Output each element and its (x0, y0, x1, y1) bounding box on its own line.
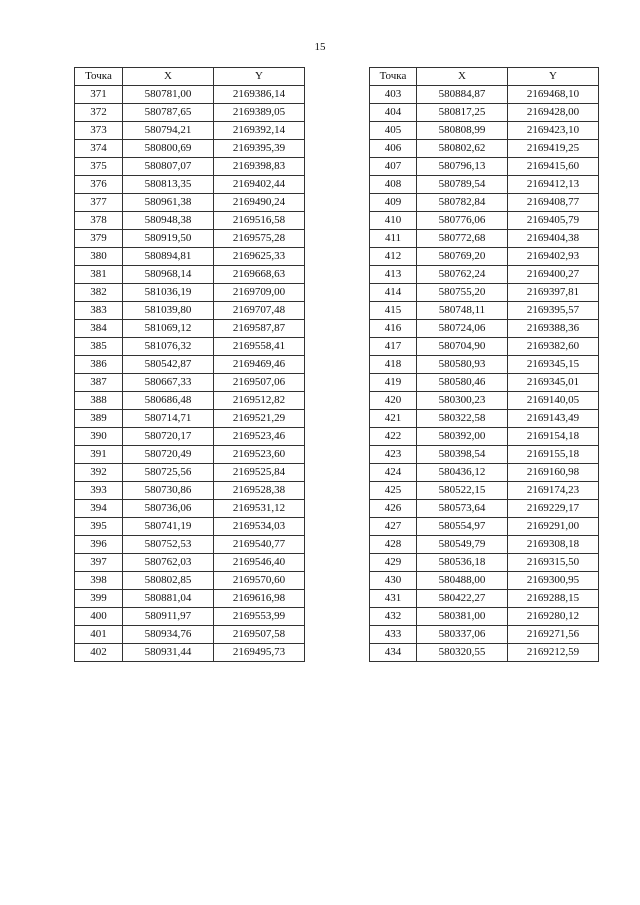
point-cell: 410 (370, 212, 417, 230)
table-row (75, 194, 305, 212)
point-cell: 433 (370, 626, 417, 644)
y-cell: 2169668,63 (214, 266, 305, 284)
y-cell: 2169300,95 (508, 572, 599, 590)
y-cell: 2169402,93 (508, 248, 599, 266)
x-cell: 580787,65 (123, 104, 214, 122)
point-cell: 374 (75, 140, 123, 158)
y-cell: 2169345,01 (508, 374, 599, 392)
x-cell: 580772,68 (417, 230, 508, 248)
y-cell: 2169490,24 (214, 194, 305, 212)
y-cell: 2169386,14 (214, 86, 305, 104)
point-cell: 397 (75, 554, 123, 572)
table-row (75, 572, 305, 590)
table-row (75, 140, 305, 158)
x-cell: 580948,38 (123, 212, 214, 230)
table-row (370, 230, 599, 248)
point-cell: 416 (370, 320, 417, 338)
y-cell: 2169345,15 (508, 356, 599, 374)
y-cell: 2169575,28 (214, 230, 305, 248)
table-row (75, 608, 305, 626)
x-cell: 580554,97 (417, 518, 508, 536)
table-row (75, 230, 305, 248)
y-cell: 2169174,23 (508, 482, 599, 500)
point-cell: 413 (370, 266, 417, 284)
y-cell: 2169419,25 (508, 140, 599, 158)
table-row (75, 266, 305, 284)
table-row (370, 644, 599, 662)
point-cell: 403 (370, 86, 417, 104)
x-cell: 581076,32 (123, 338, 214, 356)
table-row (370, 338, 599, 356)
table-row (75, 464, 305, 482)
x-cell: 580730,86 (123, 482, 214, 500)
x-cell: 580725,56 (123, 464, 214, 482)
x-cell: 580817,25 (417, 104, 508, 122)
y-cell: 2169540,77 (214, 536, 305, 554)
x-cell: 581069,12 (123, 320, 214, 338)
point-cell: 414 (370, 284, 417, 302)
table-row (75, 518, 305, 536)
x-cell: 580322,58 (417, 410, 508, 428)
x-cell: 580714,71 (123, 410, 214, 428)
point-cell: 398 (75, 572, 123, 590)
x-cell: 580536,18 (417, 554, 508, 572)
x-cell: 580931,44 (123, 644, 214, 662)
page-number: 15 (314, 41, 326, 53)
x-cell: 580961,38 (123, 194, 214, 212)
header-point: Точка (75, 68, 123, 86)
x-cell: 580782,84 (417, 194, 508, 212)
x-cell: 580392,00 (417, 428, 508, 446)
x-cell: 580802,85 (123, 572, 214, 590)
x-cell: 580781,00 (123, 86, 214, 104)
table-row (370, 320, 599, 338)
y-cell: 2169280,12 (508, 608, 599, 626)
point-cell: 388 (75, 392, 123, 410)
table-row (370, 410, 599, 428)
x-cell: 580741,19 (123, 518, 214, 536)
table-row (75, 284, 305, 302)
y-cell: 2169507,58 (214, 626, 305, 644)
table-row (370, 482, 599, 500)
y-cell: 2169553,99 (214, 608, 305, 626)
x-cell: 580573,64 (417, 500, 508, 518)
header-point: Точка (370, 68, 417, 86)
table-row (75, 446, 305, 464)
table-row (370, 194, 599, 212)
point-cell: 373 (75, 122, 123, 140)
table-row (370, 374, 599, 392)
y-cell: 2169400,27 (508, 266, 599, 284)
x-cell: 580894,81 (123, 248, 214, 266)
y-cell: 2169143,49 (508, 410, 599, 428)
point-cell: 371 (75, 86, 123, 104)
point-cell: 389 (75, 410, 123, 428)
y-cell: 2169531,12 (214, 500, 305, 518)
table-row (370, 104, 599, 122)
y-cell: 2169528,38 (214, 482, 305, 500)
y-cell: 2169308,18 (508, 536, 599, 554)
table-row (75, 158, 305, 176)
x-cell: 580720,17 (123, 428, 214, 446)
x-cell: 580762,03 (123, 554, 214, 572)
y-cell: 2169271,56 (508, 626, 599, 644)
y-cell: 2169392,14 (214, 122, 305, 140)
y-cell: 2169388,36 (508, 320, 599, 338)
y-cell: 2169382,60 (508, 338, 599, 356)
point-cell: 400 (75, 608, 123, 626)
point-cell: 409 (370, 194, 417, 212)
y-cell: 2169395,39 (214, 140, 305, 158)
table-row (370, 248, 599, 266)
point-cell: 431 (370, 590, 417, 608)
point-cell: 411 (370, 230, 417, 248)
point-cell: 384 (75, 320, 123, 338)
table-row (75, 554, 305, 572)
table-row (75, 644, 305, 662)
table-row (370, 212, 599, 230)
y-cell: 2169495,73 (214, 644, 305, 662)
table-row (75, 86, 305, 104)
point-cell: 378 (75, 212, 123, 230)
point-cell: 426 (370, 500, 417, 518)
y-cell: 2169140,05 (508, 392, 599, 410)
table-row (75, 482, 305, 500)
x-cell: 580736,06 (123, 500, 214, 518)
point-cell: 392 (75, 464, 123, 482)
table-row (370, 572, 599, 590)
x-cell: 580884,87 (417, 86, 508, 104)
point-cell: 387 (75, 374, 123, 392)
table-row (370, 590, 599, 608)
y-cell: 2169546,40 (214, 554, 305, 572)
point-cell: 381 (75, 266, 123, 284)
point-cell: 406 (370, 140, 417, 158)
x-cell: 580807,07 (123, 158, 214, 176)
x-cell: 580398,54 (417, 446, 508, 464)
y-cell: 2169288,15 (508, 590, 599, 608)
y-cell: 2169395,57 (508, 302, 599, 320)
table-row (370, 518, 599, 536)
point-cell: 428 (370, 536, 417, 554)
table-row (370, 122, 599, 140)
point-cell: 394 (75, 500, 123, 518)
point-cell: 404 (370, 104, 417, 122)
point-cell: 372 (75, 104, 123, 122)
x-cell: 580796,13 (417, 158, 508, 176)
y-cell: 2169570,60 (214, 572, 305, 590)
y-cell: 2169428,00 (508, 104, 599, 122)
table-row (370, 356, 599, 374)
table-row (75, 338, 305, 356)
x-cell: 580789,54 (417, 176, 508, 194)
y-cell: 2169423,10 (508, 122, 599, 140)
y-cell: 2169229,17 (508, 500, 599, 518)
point-cell: 379 (75, 230, 123, 248)
point-cell: 418 (370, 356, 417, 374)
table-row (370, 554, 599, 572)
x-cell: 580300,23 (417, 392, 508, 410)
x-cell: 580686,48 (123, 392, 214, 410)
x-cell: 580794,21 (123, 122, 214, 140)
table-row (75, 356, 305, 374)
table-row (370, 536, 599, 554)
y-cell: 2169523,60 (214, 446, 305, 464)
table-row (370, 428, 599, 446)
x-cell: 580720,49 (123, 446, 214, 464)
point-cell: 422 (370, 428, 417, 446)
y-cell: 2169469,46 (214, 356, 305, 374)
point-cell: 393 (75, 482, 123, 500)
table-row (370, 284, 599, 302)
point-cell: 425 (370, 482, 417, 500)
x-cell: 580522,15 (417, 482, 508, 500)
y-cell: 2169412,13 (508, 176, 599, 194)
y-cell: 2169523,46 (214, 428, 305, 446)
point-cell: 380 (75, 248, 123, 266)
x-cell: 580919,50 (123, 230, 214, 248)
point-cell: 419 (370, 374, 417, 392)
point-cell: 423 (370, 446, 417, 464)
point-cell: 385 (75, 338, 123, 356)
table-row (75, 374, 305, 392)
point-cell: 430 (370, 572, 417, 590)
table-row (370, 140, 599, 158)
point-cell: 376 (75, 176, 123, 194)
point-cell: 412 (370, 248, 417, 266)
x-cell: 581036,19 (123, 284, 214, 302)
point-cell: 382 (75, 284, 123, 302)
table-row (370, 626, 599, 644)
table-row (75, 122, 305, 140)
point-cell: 421 (370, 410, 417, 428)
point-cell: 383 (75, 302, 123, 320)
point-cell: 401 (75, 626, 123, 644)
point-cell: 420 (370, 392, 417, 410)
point-cell: 427 (370, 518, 417, 536)
y-cell: 2169402,44 (214, 176, 305, 194)
y-cell: 2169709,00 (214, 284, 305, 302)
y-cell: 2169616,98 (214, 590, 305, 608)
x-cell: 580881,04 (123, 590, 214, 608)
table-row (370, 158, 599, 176)
coordinates-table-left (74, 67, 305, 662)
y-cell: 2169315,50 (508, 554, 599, 572)
x-cell: 580800,69 (123, 140, 214, 158)
y-cell: 2169525,84 (214, 464, 305, 482)
table-row (75, 302, 305, 320)
x-cell: 580808,99 (417, 122, 508, 140)
y-cell: 2169212,59 (508, 644, 599, 662)
point-cell: 402 (75, 644, 123, 662)
x-cell: 580968,14 (123, 266, 214, 284)
y-cell: 2169415,60 (508, 158, 599, 176)
point-cell: 407 (370, 158, 417, 176)
y-cell: 2169160,98 (508, 464, 599, 482)
x-cell: 580549,79 (417, 536, 508, 554)
y-cell: 2169291,00 (508, 518, 599, 536)
x-cell: 580422,27 (417, 590, 508, 608)
y-cell: 2169558,41 (214, 338, 305, 356)
point-cell: 396 (75, 536, 123, 554)
table-row (370, 392, 599, 410)
point-cell: 417 (370, 338, 417, 356)
x-cell: 580381,00 (417, 608, 508, 626)
x-cell: 580769,20 (417, 248, 508, 266)
header-y: Y (214, 68, 305, 86)
table-row (370, 464, 599, 482)
point-cell: 390 (75, 428, 123, 446)
coordinates-table-right (369, 67, 599, 662)
x-cell: 580488,00 (417, 572, 508, 590)
table-row (75, 212, 305, 230)
x-cell: 580911,97 (123, 608, 214, 626)
y-cell: 2169408,77 (508, 194, 599, 212)
point-cell: 386 (75, 356, 123, 374)
table-row (370, 176, 599, 194)
point-cell: 399 (75, 590, 123, 608)
table-row (75, 590, 305, 608)
header-x: X (123, 68, 214, 86)
x-cell: 580752,53 (123, 536, 214, 554)
y-cell: 2169521,29 (214, 410, 305, 428)
table-row (370, 608, 599, 626)
y-cell: 2169625,33 (214, 248, 305, 266)
x-cell: 580724,06 (417, 320, 508, 338)
table-row (370, 266, 599, 284)
y-cell: 2169468,10 (508, 86, 599, 104)
y-cell: 2169404,38 (508, 230, 599, 248)
x-cell: 580320,55 (417, 644, 508, 662)
y-cell: 2169507,06 (214, 374, 305, 392)
x-cell: 580802,62 (417, 140, 508, 158)
table-row (370, 302, 599, 320)
x-cell: 580580,46 (417, 374, 508, 392)
table-row (75, 392, 305, 410)
x-cell: 580542,87 (123, 356, 214, 374)
table-row (75, 104, 305, 122)
y-cell: 2169405,79 (508, 212, 599, 230)
table-row (75, 626, 305, 644)
x-cell: 580748,11 (417, 302, 508, 320)
x-cell: 580704,90 (417, 338, 508, 356)
table-header-row (75, 68, 305, 86)
table-row (75, 410, 305, 428)
point-cell: 432 (370, 608, 417, 626)
table-row (75, 500, 305, 518)
x-cell: 580934,76 (123, 626, 214, 644)
point-cell: 415 (370, 302, 417, 320)
point-cell: 377 (75, 194, 123, 212)
y-cell: 2169707,48 (214, 302, 305, 320)
x-cell: 580337,06 (417, 626, 508, 644)
table-row (75, 176, 305, 194)
y-cell: 2169534,03 (214, 518, 305, 536)
y-cell: 2169587,87 (214, 320, 305, 338)
point-cell: 408 (370, 176, 417, 194)
header-y: Y (508, 68, 599, 86)
table-row (370, 86, 599, 104)
point-cell: 434 (370, 644, 417, 662)
table-row (75, 248, 305, 266)
x-cell: 580580,93 (417, 356, 508, 374)
y-cell: 2169512,82 (214, 392, 305, 410)
y-cell: 2169389,05 (214, 104, 305, 122)
x-cell: 581039,80 (123, 302, 214, 320)
point-cell: 424 (370, 464, 417, 482)
table-row (370, 500, 599, 518)
header-x: X (417, 68, 508, 86)
x-cell: 580667,33 (123, 374, 214, 392)
table-row (75, 320, 305, 338)
x-cell: 580776,06 (417, 212, 508, 230)
y-cell: 2169154,18 (508, 428, 599, 446)
table-row (75, 536, 305, 554)
table-row (370, 446, 599, 464)
point-cell: 395 (75, 518, 123, 536)
point-cell: 375 (75, 158, 123, 176)
x-cell: 580762,24 (417, 266, 508, 284)
y-cell: 2169397,81 (508, 284, 599, 302)
y-cell: 2169516,58 (214, 212, 305, 230)
point-cell: 405 (370, 122, 417, 140)
point-cell: 429 (370, 554, 417, 572)
point-cell: 391 (75, 446, 123, 464)
x-cell: 580755,20 (417, 284, 508, 302)
y-cell: 2169155,18 (508, 446, 599, 464)
x-cell: 580813,35 (123, 176, 214, 194)
x-cell: 580436,12 (417, 464, 508, 482)
table-row (75, 428, 305, 446)
table-header-row (370, 68, 599, 86)
y-cell: 2169398,83 (214, 158, 305, 176)
